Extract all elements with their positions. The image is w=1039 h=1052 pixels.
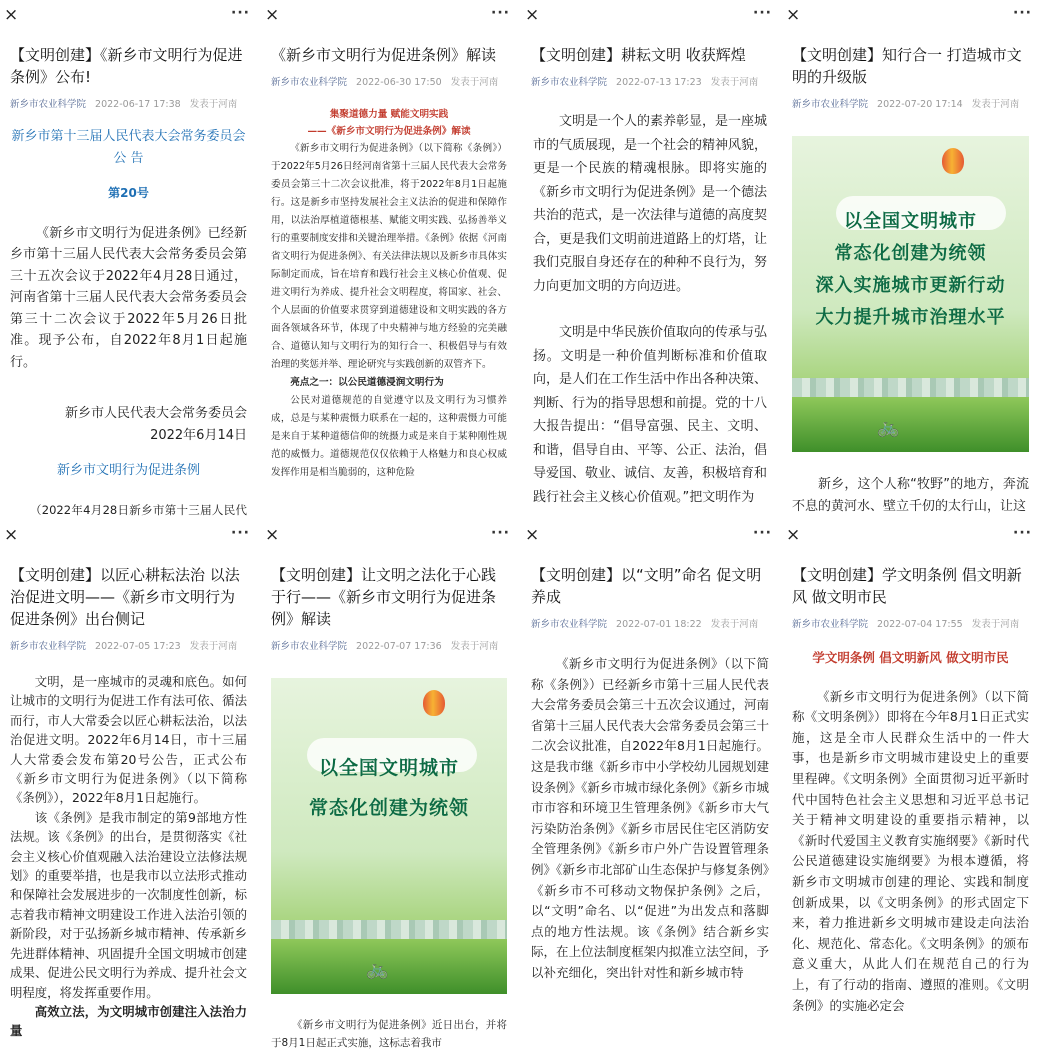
article-panel: [521, 520, 779, 1039]
article-heading: 学文明条例 倡文明新风 做文明市民: [812, 650, 1009, 665]
article-title: 【文明创建】《新乡市文明行为促进条例》公布!: [10, 46, 243, 86]
panel-topbar: [0, 520, 257, 554]
close-icon[interactable]: ×: [786, 525, 801, 545]
article-meta: [531, 74, 769, 88]
source-link[interactable]: 新乡市农业科学院: [10, 641, 87, 652]
article-body: [792, 648, 1029, 1016]
article-meta: [10, 96, 247, 110]
poster-image: [271, 678, 507, 994]
sign-date: 2022年6月14日: [150, 427, 247, 443]
close-icon[interactable]: ×: [265, 525, 280, 545]
article-meta: [531, 616, 769, 630]
article-title: 【文明创建】让文明之法化于心践于行——《新乡市文明行为促进条例》解读: [271, 566, 497, 628]
publish-location: 发表于河南: [450, 77, 499, 88]
article-panel: [782, 520, 1039, 1039]
poster-headline: [271, 748, 507, 828]
poster-line: 以全国文明城市: [318, 757, 459, 779]
more-icon[interactable]: ···: [753, 5, 772, 21]
poster-line: 常态化创建为统领: [834, 243, 987, 264]
poster-line: 常态化创建为统领: [308, 797, 469, 819]
paragraph: 新乡，这个人称“牧野”的地方，奔流不息的黄河水、壁立千仞的太行山，让这: [792, 477, 1029, 514]
poster-line: 深入实施城市更新行动: [815, 275, 1006, 296]
more-icon[interactable]: ···: [753, 525, 772, 541]
source-link[interactable]: 新乡市农业科学院: [10, 99, 87, 110]
paragraph: 《新乡市文明行为促进条例》已经新乡市第十三届人民代表大会常务委员会第三十五次会议于2022年4月28日通过，河南省第十三届人民代表大会常务委员会第三十二次会议于2022年5月26日批准。现予公布，自2022年8月1日起施行。: [10, 225, 247, 370]
article-title: 【文明创建】知行合一 打造城市文明的升级版: [792, 46, 1022, 86]
sign-org: 新乡市人民代表大会常务委员会: [64, 406, 247, 421]
more-icon[interactable]: ···: [491, 525, 510, 541]
poster-line: 以全国文明城市: [844, 211, 977, 232]
article-body: [10, 126, 247, 543]
more-icon[interactable]: ···: [231, 5, 250, 21]
article-title: 【文明创建】以“文明”命名 促文明养成: [531, 566, 762, 606]
balloon-icon: [942, 148, 964, 174]
publish-location: 发表于河南: [971, 99, 1020, 110]
article-body: [271, 106, 507, 482]
panel-topbar: [782, 520, 1039, 554]
panel-topbar: [521, 520, 779, 554]
hills-shape: [792, 397, 1029, 452]
paragraph: 《新乡市文明行为促进条例》（以下简称《条例》）于2022年5月26日经河南省第十三届人民代表大会常务委员会第三十二次会议批准，将于2022年8月1日起施行。这是新乡市坚持发展社会主义法治的促进和保障作用，以法治厚植道德根基、赋能文明实践、弘扬善举义行的重要制度安排和关键治理举措。《条例》依据《河南省文明行为促进条例》、有关法律法规以及新乡市具体实际制定而成，旨在培育和践行社会主义核心价值观、促进文明行为养成、提升社会文明程度，将国家、社会、个人层面的价值要求贯穿到道德建设和文明实践的各方面各领域各环节，体现了中央精神与地方经验的完美融合、道德认知与文明行为的知行合一、积极倡导与有效治理的奖惩并举、理论研究与实践创新的双管齐下。: [271, 143, 507, 370]
poster-image: [792, 136, 1029, 452]
publish-time: 2022-07-01 18:22: [616, 619, 702, 630]
poster-headline: [792, 206, 1029, 334]
article-panel: [521, 0, 779, 519]
article-heading: 集聚道德力量 赋能文明实践: [329, 109, 449, 120]
paragraph: 《新乡市文明行为促进条例》（以下简称《条例》）已经新乡市第十三届人民代表大会常务委员会第三十五次会议通过，河南省第十三届人民代表大会常务委员会第三十二次会议批准，自2022年8月1日起施行。这是我市继《新乡市中小学校幼儿园规划建设条例》《新乡市城市绿化条例》《新乡市城市市容和环境卫生管理条例》《新乡市大气污染防治条例》《新乡市居民住宅区消防安全管理条例》《新乡市户外广告设置管理条例》《新乡市北部矿山生态保护与修复条例》《新乡市不可移动文物保护条例》之后，以“文明”命名、以“促进”为出发点和落脚点的地方性法规。该《条例》结合新乡实际，在上位法制度框架内拟准立法空间，予以补充细化，突出针对性和新乡城市特: [531, 656, 769, 980]
article-panel: [0, 520, 257, 1039]
article-body: [531, 654, 769, 984]
article-title: 【文明创建】学文明条例 倡文明新风 做文明市民: [792, 566, 1022, 606]
article-panel: [0, 0, 257, 519]
source-link[interactable]: 新乡市农业科学院: [531, 77, 608, 88]
publish-time: 2022-07-05 17:23: [95, 641, 181, 652]
section-heading: 亮点之一：以公民道德浸润文明行为: [290, 377, 444, 388]
close-icon[interactable]: ×: [265, 5, 280, 25]
article-body: [271, 1016, 507, 1052]
publish-time: 2022-06-30 17:50: [356, 77, 442, 88]
publish-location: 发表于河南: [710, 619, 759, 630]
more-icon[interactable]: ···: [1013, 525, 1032, 541]
paragraph: 《新乡市文明行为促进条例》近日出台，并将于8月1日起正式实施，这标志着我市: [271, 1019, 507, 1049]
hills-shape: [271, 939, 507, 994]
panel-topbar: [521, 0, 779, 34]
article-subheading: ——《新乡市文明行为促进条例》解读: [307, 126, 471, 137]
publish-location: 发表于河南: [710, 77, 759, 88]
publish-location: 发表于河南: [450, 641, 499, 652]
article-title: 《新乡市文明行为促进条例》解读: [271, 46, 497, 64]
close-icon[interactable]: ×: [786, 5, 801, 25]
paragraph: 该《条例》是我市制定的第9部地方性法规。该《条例》的出台，是贯彻落实《社会主义核心价值观融入法治建设立法修法规划》的重要举措，也是我市以立法形式推动和保障社会发展进步的一次制度性创新，标志着我市精神文明建设工作进入法治引领的新阶段，对于弘扬新乡城市精神、传承新乡先进群体精神、巩固提升全国文明城市创建成果、促进公民文明行为养成、提升社会文明程度，将发挥重要作用。: [10, 809, 247, 1000]
publish-time: 2022-06-17 17:38: [95, 99, 181, 110]
publish-time: 2022-07-04 17:55: [877, 619, 963, 630]
article-title: 【文明创建】耕耘文明 收获辉煌: [531, 46, 746, 64]
paragraph: 文明，是一座城市的灵魂和底色。如何让城市的文明行为促进工作有法可依、循法而行，市人大常委会以匠心耕耘法治，以法治促进文明。2022年6月14日，市十三届人大常委会发布第20号公告，正式公布《新乡市文明行为促进条例》（以下简称《条例》），2022年8月1日起施行。: [10, 674, 247, 806]
org-heading: 新乡市第十三届人民代表大会常务委员会: [11, 129, 246, 144]
poster-line: 大力提升城市治理水平: [815, 307, 1006, 328]
article-panel: [261, 520, 517, 1049]
source-link[interactable]: 新乡市农业科学院: [271, 77, 348, 88]
panel-topbar: [261, 520, 517, 554]
paragraph: 公民对道德规范的自觉遵守以及文明行为习惯养成，总是与某种震慑力联系在一起的，这种震慑力可能是来自于某种道德信仰的统摄力或是来自于某种刚性规范的威慑力。道德规范仅仅依赖于人格魅力和良心权威发挥作用是相当脆弱的，这种危险: [271, 395, 507, 478]
close-icon[interactable]: ×: [4, 5, 19, 25]
article-meta: [10, 638, 247, 652]
close-icon[interactable]: ×: [525, 5, 540, 25]
panel-topbar: [782, 0, 1039, 34]
article-panel: [782, 0, 1039, 519]
publish-location: 发表于河南: [971, 619, 1020, 630]
publish-location: 发表于河南: [189, 641, 238, 652]
publish-time: 2022-07-20 17:14: [877, 99, 963, 110]
source-link[interactable]: 新乡市农业科学院: [792, 99, 869, 110]
balloon-icon: [423, 690, 445, 716]
cyclist-icon: 🚲: [877, 417, 900, 438]
article-body: [792, 474, 1029, 517]
more-icon[interactable]: ···: [491, 5, 510, 21]
source-link[interactable]: 新乡市农业科学院: [271, 641, 348, 652]
article-title: 【文明创建】以匠心耕耘法治 以法治促进文明——《新乡市文明行为促进条例》出台侧记: [10, 566, 240, 628]
publish-location: 发表于河南: [189, 99, 238, 110]
article-body: [10, 672, 247, 1041]
paragraph: 《新乡市文明行为促进条例》（以下简称《文明条例》）即将在今年8月1日正式实施，这是全市人民群众生活中的一件大事，也是新乡市文明城市建设史上的重要里程碑。《文明条例》全面贯彻习近平新时代中国特色社会主义思想和习近平总书记关于精神文明建设的重要指示精神，以《新时代爱国主义教育实施纲要》《新时代公民道德建设实施纲要》为根本遵循，将新乡市文明城市创建的理论、实践和制度创新成果，以《文明条例》的形式固定下来，着力推进新乡文明城市建设走向法治化、规范化、常态化。《文明条例》的颁布意义重大，从此人们在规范自己的行为上，有了行动的指南、遵照的准则。《文明条例》的实施必定会: [792, 688, 1029, 1013]
article-meta: [792, 96, 1029, 110]
announce-heading: 公 告: [113, 150, 144, 166]
panel-topbar: [261, 0, 517, 34]
announce-number: 第20号: [108, 186, 149, 200]
cyclist-icon: 🚲: [366, 959, 389, 980]
article-meta: [792, 616, 1029, 630]
close-icon[interactable]: ×: [4, 525, 19, 545]
publish-time: 2022-07-13 17:23: [616, 77, 702, 88]
close-icon[interactable]: ×: [525, 525, 540, 545]
law-note: （2022年4月28日新乡市第十三届人民代: [30, 502, 247, 517]
article-panel: [261, 0, 517, 519]
publish-time: 2022-07-07 17:36: [356, 641, 442, 652]
article-meta: [271, 638, 507, 652]
paragraph: 文明是中华民族价值取向的传承与弘扬。文明是一种价值判断标准和价值取向，是人们在工作生活中作出各种决策、判断、行为的指导思想和前提。党的十八大报告提出：“倡导富强、民主、文明、和谐，倡导自由、平等、公正、法治，倡导爱国、敬业、诚信、友善，积极培育和践行社会主义核心价值观。”把文明作为: [533, 325, 768, 505]
panel-topbar: [0, 0, 257, 34]
article-body: [531, 110, 769, 509]
source-link[interactable]: 新乡市农业科学院: [792, 619, 869, 630]
article-meta: [271, 74, 507, 88]
source-link[interactable]: 新乡市农业科学院: [531, 619, 608, 630]
section-heading: 高效立法，为文明城市创建注入法治力量: [10, 1003, 247, 1039]
paragraph: 文明是一个人的素养彰显，是一座城市的气质展现，是一个社会的精神风貌，更是一个民族的精魂根脉。即将实施的《新乡市文明行为促进条例》是一个德法共治的范式，是一次法律与道德的高度契合，更是我们文明前进道路上的灯塔，让我们克服自身还存在的种种不良行为，努力向更加文明的方向迈进。: [533, 114, 768, 294]
more-icon[interactable]: ···: [231, 525, 250, 541]
law-title: 新乡市文明行为促进条例: [56, 463, 200, 478]
more-icon[interactable]: ···: [1013, 5, 1032, 21]
